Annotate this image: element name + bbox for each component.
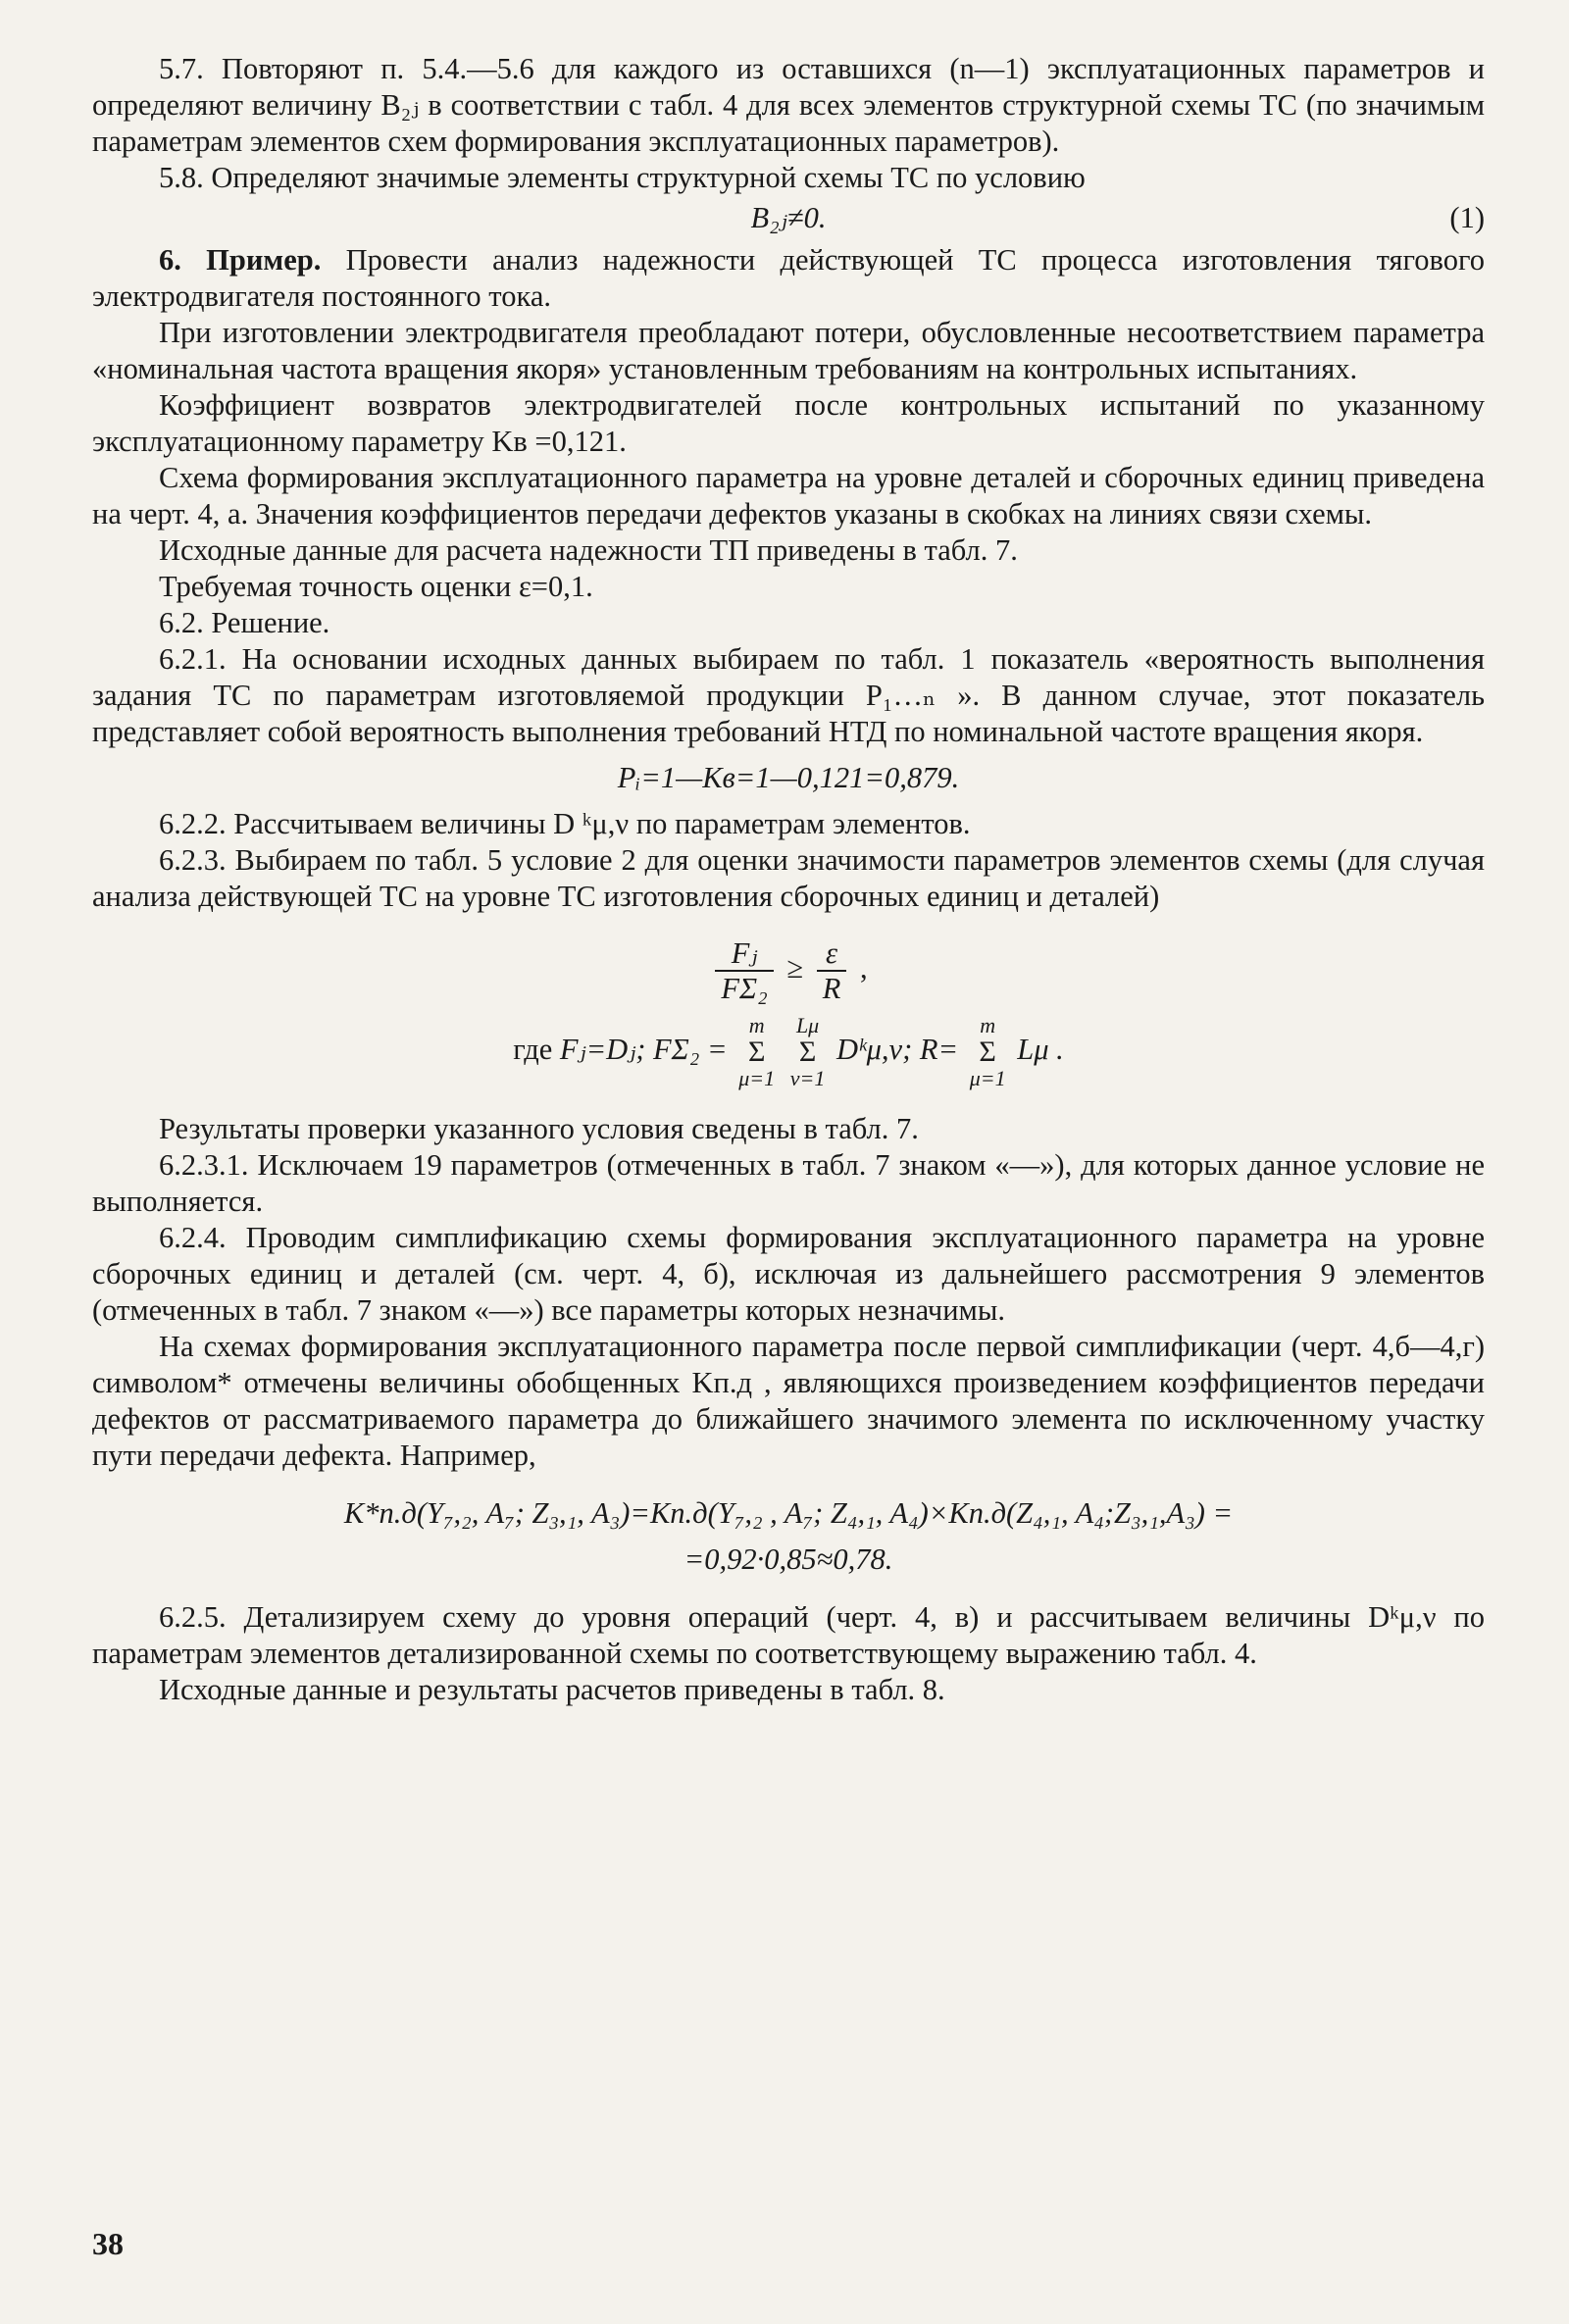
example-label: 6. Пример. [159,243,322,277]
equation-1 [92,200,1485,236]
fraction-lhs [715,936,773,1005]
sigma-symbol: Σ [979,1036,996,1068]
paragraph-6-2-3-1: 6.2.3.1. Исключаем 19 параметров (отмеченных в табл. 7 знаком «—»), для которых данное условие не выполняется. [92,1148,1485,1218]
equation-1-expression: B₂ⱼ≠0. [750,201,827,234]
paragraph-losses: При изготовлении электродвигателя преобладают потери, обусловленные несоответствием параметра «номинальная частота вращения якоря» установленным требованиям на контрольных испытаниях. [92,316,1485,385]
paragraph-6-2: 6.2. Решение. [159,606,330,639]
paragraph-accuracy: Требуемая точность оценки ε=0,1. [159,570,593,603]
equation-probability [92,760,1485,796]
fraction-lhs-numerator: Fⱼ [715,936,773,972]
sum-over-nu [790,1015,826,1089]
paragraph-schemes: На схемах формирования эксплуатационного параметра после первой симплификации (черт. 4,б—4,г) символом* отмечены величины обобщенных Kп.д , являющихся произведением коэффициентов передачи дефектов от рассматриваемого параметра до ближайшего значимого элемента по исключенному участку пути передачи дефекта. Например, [92,1330,1485,1472]
fraction-rhs-numerator: ε [817,936,847,972]
where-fj: Fⱼ=Dⱼ; [559,1033,646,1066]
paragraph-6-2-1: 6.2.1. На основании исходных данных выбираем по табл. 1 показатель «вероятность выполнения задания ТС по параметрам изготовляемой продукции P₁…ₙ ». В данном случае, этот показатель представляет собой вероятность выполнения требований НТД по номинальной частоте вращения якоря. [92,642,1485,748]
page-body [92,51,1485,1708]
paragraph-6-2-4: 6.2.4. Проводим симплификацию схемы формирования эксплуатационного параметра на уровне сборочных единиц и деталей (см. черт. 4, б), исключая из дальнейшего рассмотрения 9 элементов (отмеченных в табл. 7 знаком «—») все параметры которых незначимы. [92,1221,1485,1327]
equation-definitions [92,1015,1485,1089]
sum-nu-upper: Lμ [795,1013,820,1037]
equation-1-number: (1) [1449,201,1485,234]
equation-kpd-line-1 [92,1495,1485,1532]
where-r: R= [919,1033,959,1066]
paragraph-return-coefficient: Коэффициент возвратов электродвигателей после контрольных испытаний по указанному эксплуатационному параметру Kв =0,121. [92,388,1485,458]
paragraph-6-2-5: 6.2.5. Детализируем схему до уровня операций (черт. 4, в) и рассчитываем величины Dᵏμ,ν по параметрам элементов детализированной схемы по соответствующему выражению табл. 4. [92,1600,1485,1670]
paragraph-5-7: 5.7. Повторяют п. 5.4.—5.6 для каждого из оставшихся (n—1) эксплуатационных параметров и определяют величину B₂ⱼ в соответствии с табл. 4 для всех элементов структурной схемы ТС (по значимым параметрам элементов схем формирования эксплуатационных параметров). [92,52,1485,158]
sigma-symbol: Σ [747,1036,766,1068]
sum-over-mu [738,1015,775,1089]
example-text: Провести анализ надежности действующей ТС процесса изготовления тягового электродвигателя постоянного тока. [92,243,1485,313]
where-fsigma: FΣ₂ = [653,1033,728,1066]
sigma-symbol: Σ [798,1036,817,1068]
sum-mu-upper: m [748,1013,765,1037]
sum-r-lower: μ=1 [969,1066,1006,1090]
paragraph-scheme: Схема формирования эксплуатационного параметра на уровне деталей и сборочных единиц приведена на черт. 4, а. Значения коэффициентов передачи дефектов указаны в скобках на линиях связи схемы. [92,461,1485,530]
geq-sign: ≥ [786,951,804,985]
sum-r-upper: m [980,1013,996,1037]
equation-significance-condition [92,936,1485,1005]
paragraph-5-8: 5.8. Определяют значимые элементы структурной схемы ТС по условию [159,161,1086,194]
where-l: Lμ . [1017,1033,1064,1066]
paragraph-6-2-3: 6.2.3. Выбираем по табл. 5 условие 2 для оценки значимости параметров элементов схемы (для случая анализа действующей ТС на уровне ТС изготовления сборочных единиц и деталей) [92,843,1485,913]
where-prefix: где [513,1033,553,1066]
sum-nu-lower: ν=1 [789,1066,826,1090]
paragraph-6-2-2: 6.2.2. Рассчитываем величины D ᵏμ,ν по параметрам элементов. [159,807,971,840]
equation-kpd-line-2 [92,1541,1485,1578]
fraction-lhs-denominator: FΣ₂ [721,972,768,1005]
paragraph-final: Исходные данные и результаты расчетов приведены в табл. 8. [159,1673,945,1706]
fraction-rhs-denominator: R [822,972,841,1005]
paragraph-6-example [92,242,1485,315]
paragraph-results: Результаты проверки указанного условия сведены в табл. 7. [159,1112,919,1145]
formula-comma: , [860,951,868,985]
sum-r [970,1015,1006,1089]
page-number: 38 [92,2226,124,2261]
paragraph-input-data: Исходные данные для расчета надежности ТП приведены в табл. 7. [159,533,1018,567]
equation-kpd-1-expression: K*п.д(Y₇,₂, A₇; Z₃,₁, A₃)=Kп.д(Y₇,₂ , A₇; Z₄,₁, A₄)×Kп.д(Z₄,₁, A₄;Z₃,₁,A₃) = [343,1496,1234,1530]
equation-kpd-2-expression: =0,92·0,85≈0,78. [683,1542,893,1576]
equation-probability-expression: Pᵢ=1—Kв=1—0,121=0,879. [617,761,960,794]
where-dk: Dᵏμ,ν; [836,1033,913,1066]
sum-mu-lower: μ=1 [738,1066,776,1090]
fraction-rhs [817,936,847,1005]
